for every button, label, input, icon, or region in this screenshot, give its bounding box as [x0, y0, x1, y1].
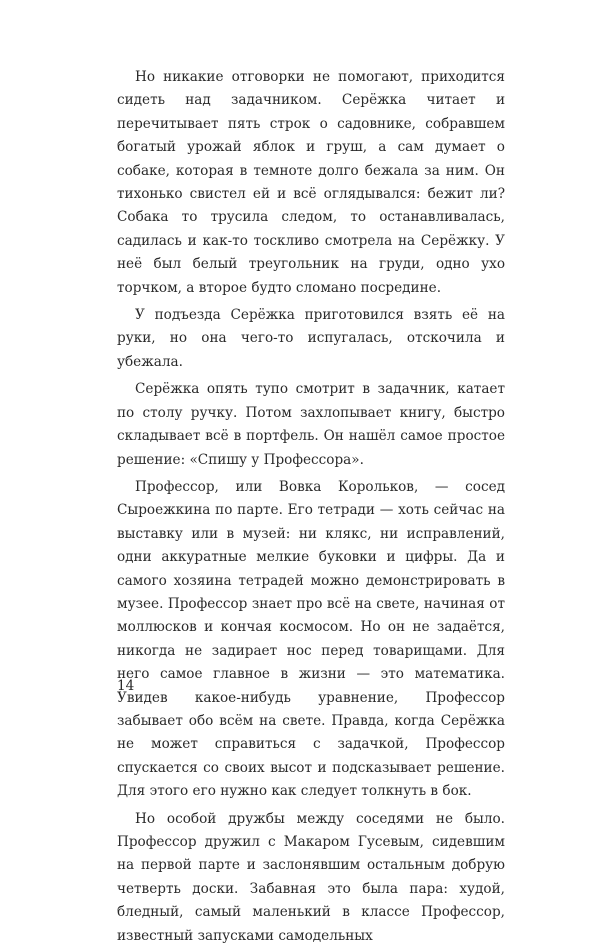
page-number: 14	[117, 678, 135, 694]
paragraph: У подъезда Серёжка приготовился взять её на руки, но она чего-то испугалась, отскочила и убежала.	[117, 307, 505, 370]
paragraph: Профессор, или Вовка Корольков, — сосед Сыроежкина по парте. Его тетради — хоть сейчас на выставку или в музей: ни клякс, ни исправлений, одни аккуратные мелкие буковки и цифры. Да и самого хозяина тетрадей можно демонстрировать в музее. Профессор знает про всё на свете, начиная от моллюсков и кончая космосом. Но он не задаётся, никогда не задирает нос перед товарищами. Для него самое главное в жизни — это математика. Увидев какое-нибудь уравнение, Профессор забывает обо всём на свете. Правда, когда Серёжка не может справиться с задачкой, Профессор спускается со своих высот и подсказывает решение. Для этого его нужно как следует толкнуть в бок.	[117, 478, 505, 800]
paragraph: Но никакие отговорки не помогают, приходится сидеть над задачником. Серёжка читает и перечитывает пять строк о садовнике, собравшем богатый урожай яблок и груш, а сам думает о собаке, которая в темноте долго бежала за ним. Он тихонько свистел ей и всё оглядывался: бежит ли? Собака то трусила следом, то останавливалась, садилась и как-то тоскливо смотрела на Серёжку. У неё был белый треугольник на груди, одно ухо торчком, а второе будто сломано посредине.	[117, 69, 505, 296]
paragraph: Но особой дружбы между соседями не было. Профессор дружил с Макаром Гусевым, сидевшим на первой парте и заслонявшим остальным добрую четверть доски. Забавная это была пара: худой, бледный, самый маленький в классе Профессор, известный запусками самодельных	[117, 810, 505, 944]
body-text	[117, 66, 505, 952]
paragraph: Серёжка опять тупо смотрит в задачник, катает по столу ручку. Потом захлопывает книгу, быстро складывает всё в портфель. Он нашёл самое простое решение: «Спишу у Профессора».	[117, 381, 505, 468]
